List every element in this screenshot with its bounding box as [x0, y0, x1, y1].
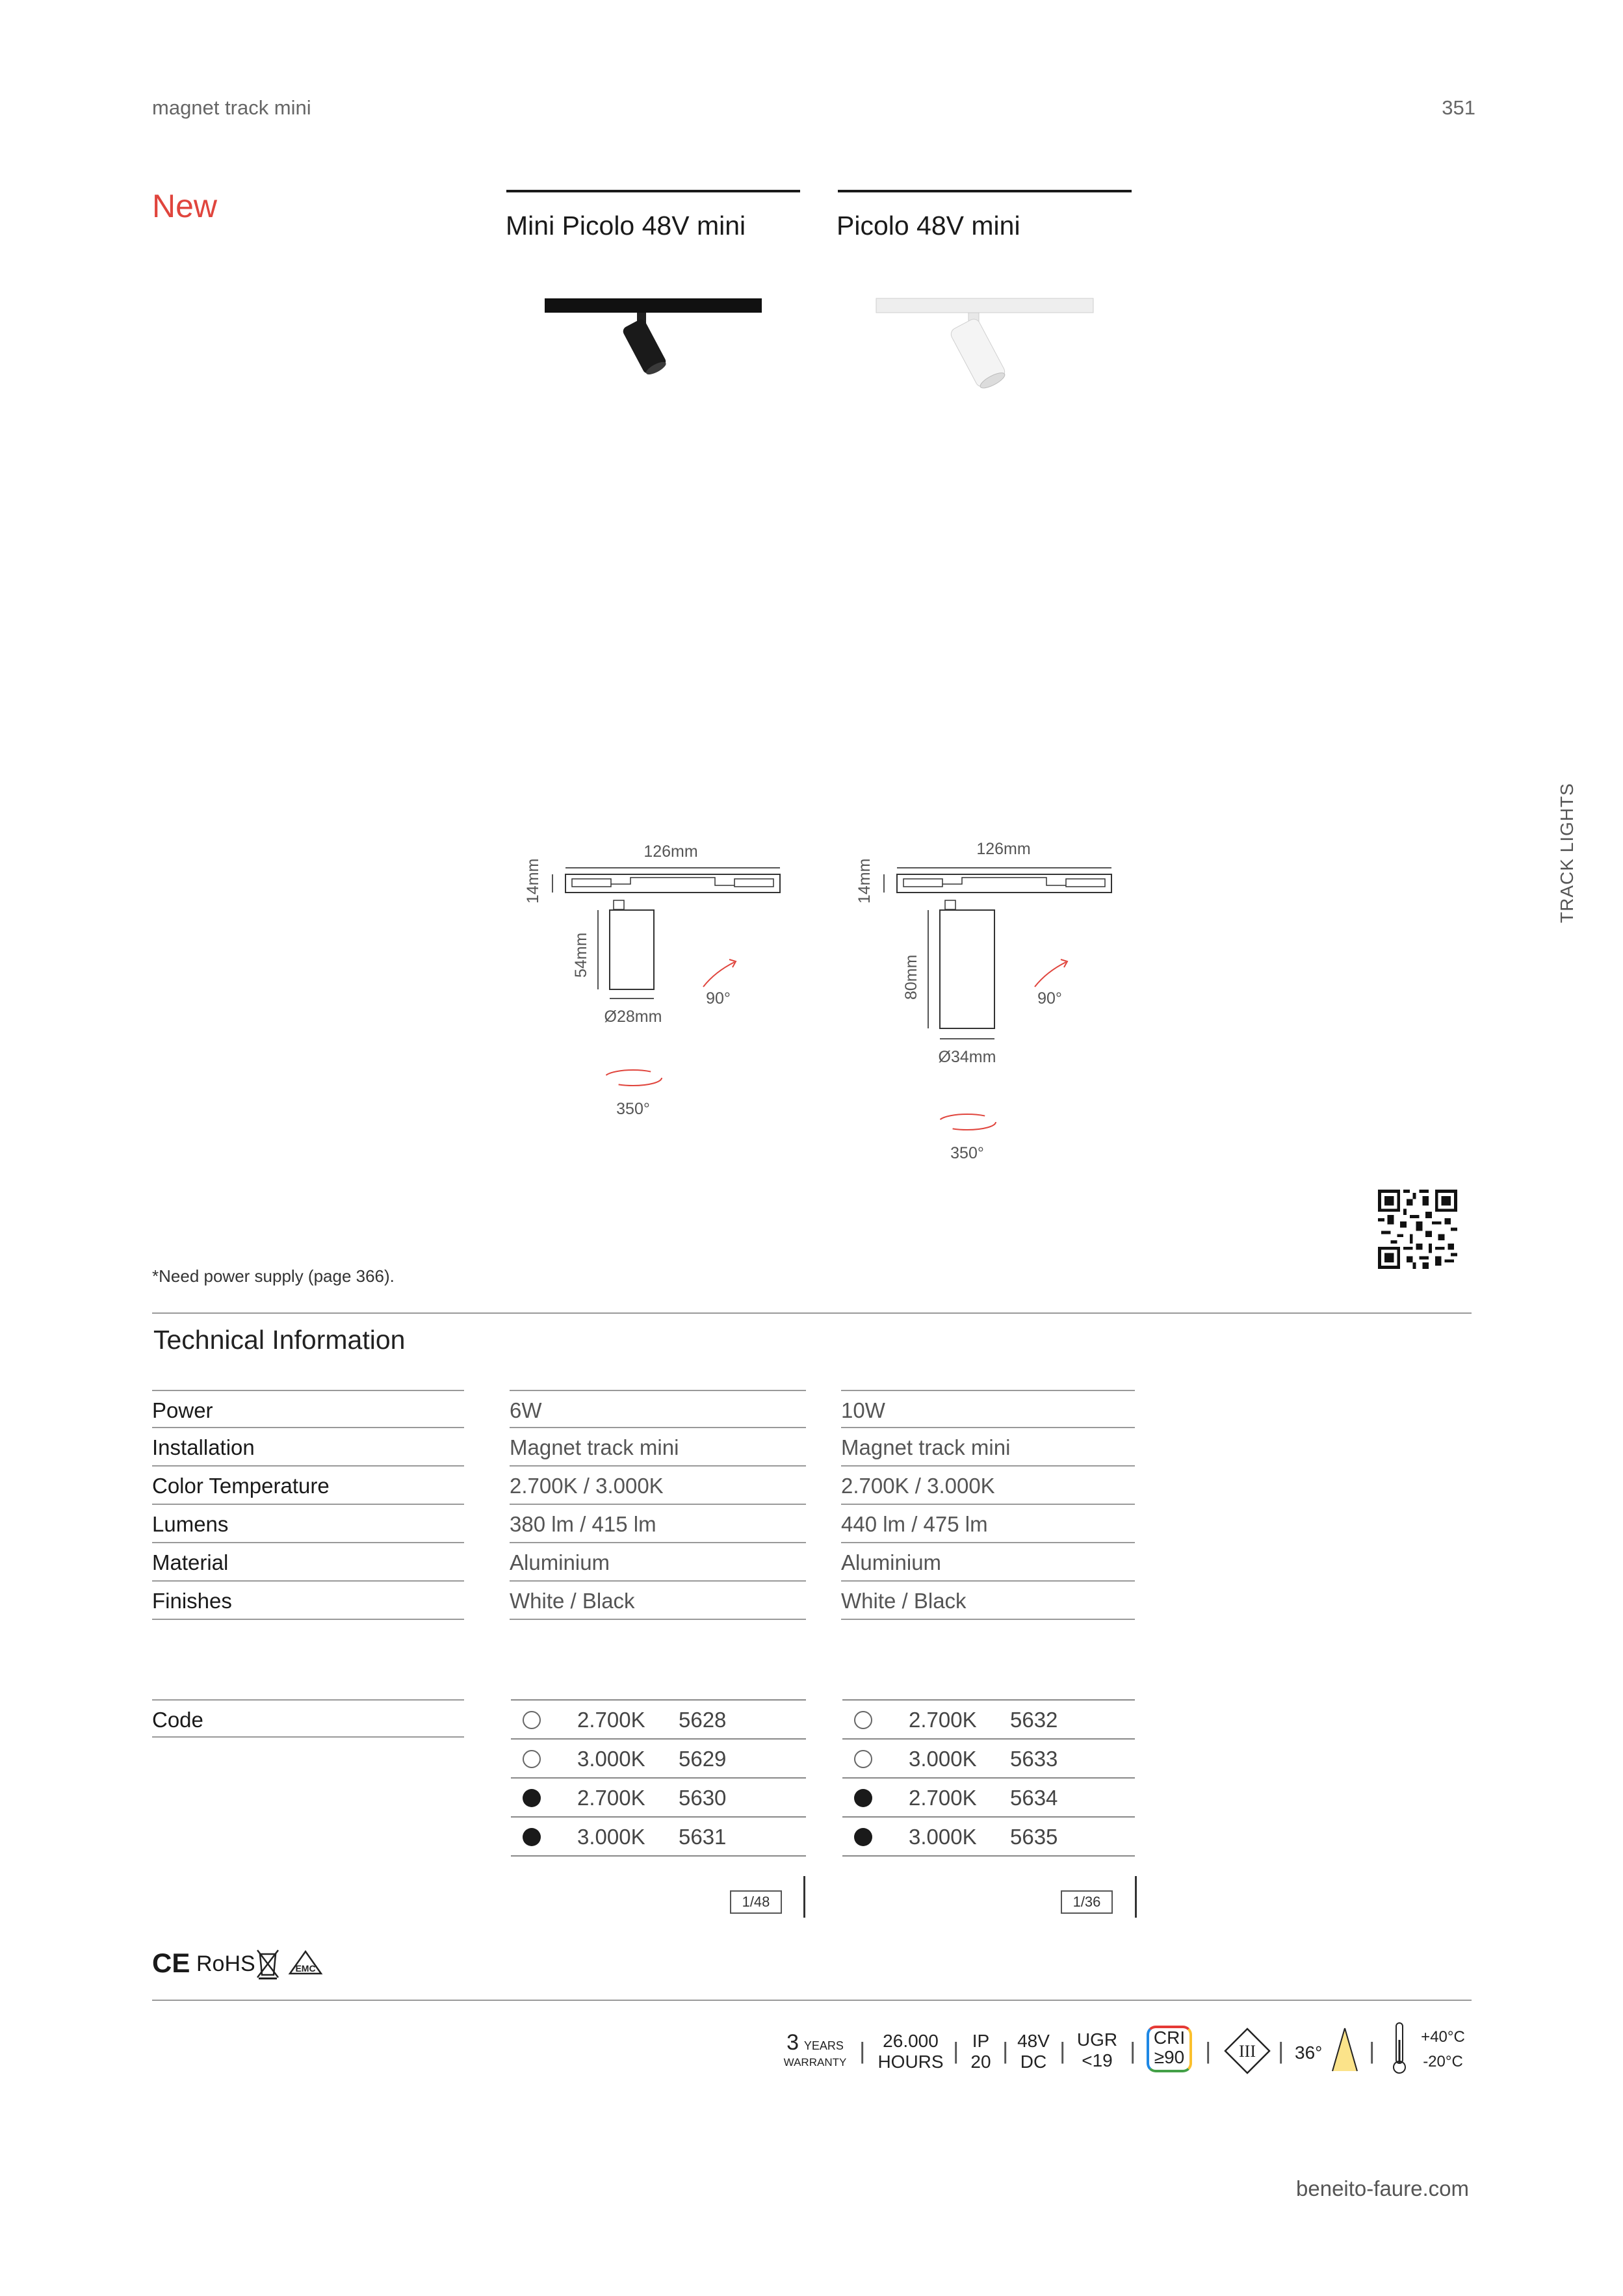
divider	[152, 1312, 1472, 1314]
spec-lumens: 440 lm / 475 lm	[841, 1505, 1135, 1543]
hours-unit: HOURS	[877, 2052, 944, 2072]
warranty-unit: YEARS	[803, 2039, 844, 2052]
ce-mark-icon: CE	[152, 1948, 190, 1978]
beam-angle-value: 36°	[1295, 2042, 1323, 2063]
qr-code[interactable]	[1378, 1190, 1457, 1269]
product-1-drawing	[520, 839, 806, 1138]
spec-power: 6W	[510, 1390, 806, 1428]
divider	[152, 2000, 1472, 2001]
black-finish-icon	[854, 1789, 872, 1807]
code-temp: 3.000K	[577, 1747, 645, 1771]
protection-class-label: III	[1239, 2042, 1256, 2061]
white-finish-icon	[523, 1711, 541, 1729]
cri-label: CRI	[1153, 2028, 1186, 2048]
spec-installation: Magnet track mini	[510, 1428, 806, 1467]
ip-value: 20	[970, 2052, 991, 2072]
code-row[interactable]	[842, 1701, 1135, 1740]
temp-min: -20°C	[1423, 2053, 1463, 2070]
product-2-name: Picolo 48V mini	[837, 211, 1020, 241]
pack-box-icon: 1/48	[730, 1890, 782, 1914]
code-temp: 3.000K	[577, 1825, 645, 1849]
spec-color-temp: 2.700K / 3.000K	[841, 1467, 1135, 1505]
separator: |	[1205, 2037, 1212, 2064]
code-number: 5632	[1010, 1708, 1058, 1732]
lifetime-hours-icon	[875, 2031, 946, 2072]
side-tab-label: TRACK LIGHTS	[1557, 783, 1577, 923]
svg-text:EMC: EMC	[295, 1963, 316, 1974]
spec-finishes: White / Black	[841, 1582, 1135, 1620]
code-row[interactable]	[511, 1740, 806, 1779]
code-number: 5628	[679, 1708, 727, 1732]
spec-installation: Magnet track mini	[841, 1428, 1135, 1467]
spec-label-finishes: Finishes	[152, 1582, 464, 1620]
spec-material: Aluminium	[841, 1543, 1135, 1582]
dim-tilt: 90°	[706, 989, 731, 1008]
product-2-codes	[842, 1699, 1135, 1857]
product-1-codes	[511, 1699, 806, 1857]
ip-rating-icon	[966, 2031, 996, 2072]
ugr-label: UGR	[1076, 2029, 1118, 2050]
product-2-specs	[841, 1390, 1135, 1620]
warranty-sub: WARRANTY	[783, 2056, 847, 2068]
code-row[interactable]	[511, 1818, 806, 1857]
pack-divider	[803, 1876, 805, 1918]
new-badge: New	[152, 188, 218, 224]
separator: |	[1059, 2037, 1066, 2064]
power-supply-note: *Need power supply (page 366).	[152, 1266, 395, 1286]
black-finish-icon	[523, 1828, 541, 1846]
dim-rotation: 350°	[950, 1144, 984, 1162]
separator: |	[1002, 2037, 1009, 2064]
black-finish-icon	[854, 1828, 872, 1846]
code-temp: 2.700K	[909, 1786, 977, 1810]
code-temp: 3.000K	[909, 1747, 977, 1771]
cri-icon	[1147, 2026, 1192, 2072]
spec-material: Aluminium	[510, 1543, 806, 1582]
spec-power: 10W	[841, 1390, 1135, 1428]
separator: |	[859, 2037, 866, 2064]
ugr-value: <19	[1082, 2050, 1113, 2070]
dim-width: 126mm	[643, 842, 698, 861]
current-type: DC	[1020, 2052, 1047, 2072]
spec-label-installation: Installation	[152, 1428, 464, 1467]
code-number: 5633	[1010, 1747, 1058, 1771]
white-finish-icon	[854, 1750, 872, 1768]
code-temp: 2.700K	[577, 1786, 645, 1810]
product-1-image	[539, 296, 767, 387]
code-number: 5631	[679, 1825, 727, 1849]
voltage-value: 48V	[1017, 2031, 1050, 2051]
code-number: 5635	[1010, 1825, 1058, 1849]
spec-label-power: Power	[152, 1390, 464, 1428]
product-2-drawing	[851, 839, 1137, 1177]
temperature-range	[1410, 2027, 1475, 2072]
section-title: magnet track mini	[152, 96, 311, 119]
code-row[interactable]	[511, 1779, 806, 1818]
dim-rail-height: 14mm	[855, 858, 874, 904]
product-2-image	[871, 296, 1098, 400]
product-1-name: Mini Picolo 48V mini	[506, 211, 746, 241]
spec-label-lumens: Lumens	[152, 1505, 464, 1543]
cri-value: ≥90	[1154, 2047, 1185, 2067]
ugr-icon	[1071, 2029, 1123, 2071]
dim-diameter: Ø34mm	[938, 1048, 996, 1066]
code-row[interactable]	[842, 1779, 1135, 1818]
thermometer-icon	[1390, 2020, 1409, 2076]
rohs-mark: RoHS	[196, 1951, 255, 1976]
warranty-years: 3	[786, 2030, 799, 2055]
spec-labels	[152, 1390, 464, 1620]
emc-mark-icon	[287, 1949, 324, 1977]
code-label: Code	[152, 1699, 464, 1738]
code-number: 5629	[679, 1747, 727, 1771]
code-temp: 2.700K	[577, 1708, 645, 1732]
dim-diameter: Ø28mm	[604, 1008, 662, 1026]
product-1-specs	[510, 1390, 806, 1620]
temp-max: +40°C	[1421, 2028, 1465, 2046]
dim-rail-height: 14mm	[524, 858, 542, 904]
code-temp: 3.000K	[909, 1825, 977, 1849]
code-row[interactable]	[842, 1818, 1135, 1857]
separator: |	[1278, 2037, 1284, 2064]
pack-box-icon: 1/36	[1061, 1890, 1113, 1914]
code-label-block	[152, 1699, 464, 1738]
code-row[interactable]	[842, 1740, 1135, 1779]
ip-label: IP	[972, 2031, 990, 2051]
beam-angle-icon	[1329, 2026, 1361, 2075]
weee-bin-icon	[255, 1946, 281, 1980]
spec-lumens: 380 lm / 415 lm	[510, 1505, 806, 1543]
separator: |	[1130, 2037, 1136, 2064]
code-number: 5630	[679, 1786, 727, 1810]
spec-label-color-temp: Color Temperature	[152, 1467, 464, 1505]
pack-divider	[1135, 1876, 1137, 1918]
dim-body-height: 80mm	[902, 954, 920, 1000]
white-finish-icon	[523, 1750, 541, 1768]
product-1-rule	[506, 190, 800, 192]
voltage-icon	[1014, 2031, 1053, 2072]
black-finish-icon	[523, 1789, 541, 1807]
dim-tilt: 90°	[1037, 989, 1062, 1008]
protection-class-icon	[1223, 2027, 1271, 2075]
white-finish-icon	[854, 1711, 872, 1729]
product-2-rule	[838, 190, 1132, 192]
side-tab-track-lights	[1557, 754, 1596, 923]
code-row[interactable]	[511, 1701, 806, 1740]
page-number: 351	[1442, 96, 1475, 119]
spec-finishes: White / Black	[510, 1582, 806, 1620]
dim-body-height: 54mm	[572, 932, 590, 978]
hours-value: 26.000	[883, 2031, 939, 2051]
code-number: 5634	[1010, 1786, 1058, 1810]
website-link[interactable]: beneito-faure.com	[1296, 2176, 1469, 2200]
code-temp: 2.700K	[909, 1708, 977, 1732]
dim-rotation: 350°	[616, 1100, 650, 1118]
warranty-icon	[780, 2032, 850, 2069]
spec-color-temp: 2.700K / 3.000K	[510, 1467, 806, 1505]
spec-label-material: Material	[152, 1543, 464, 1582]
separator: |	[1369, 2037, 1375, 2064]
tech-info-title: Technical Information	[153, 1325, 406, 1355]
dim-width: 126mm	[976, 840, 1031, 858]
separator: |	[953, 2037, 959, 2064]
